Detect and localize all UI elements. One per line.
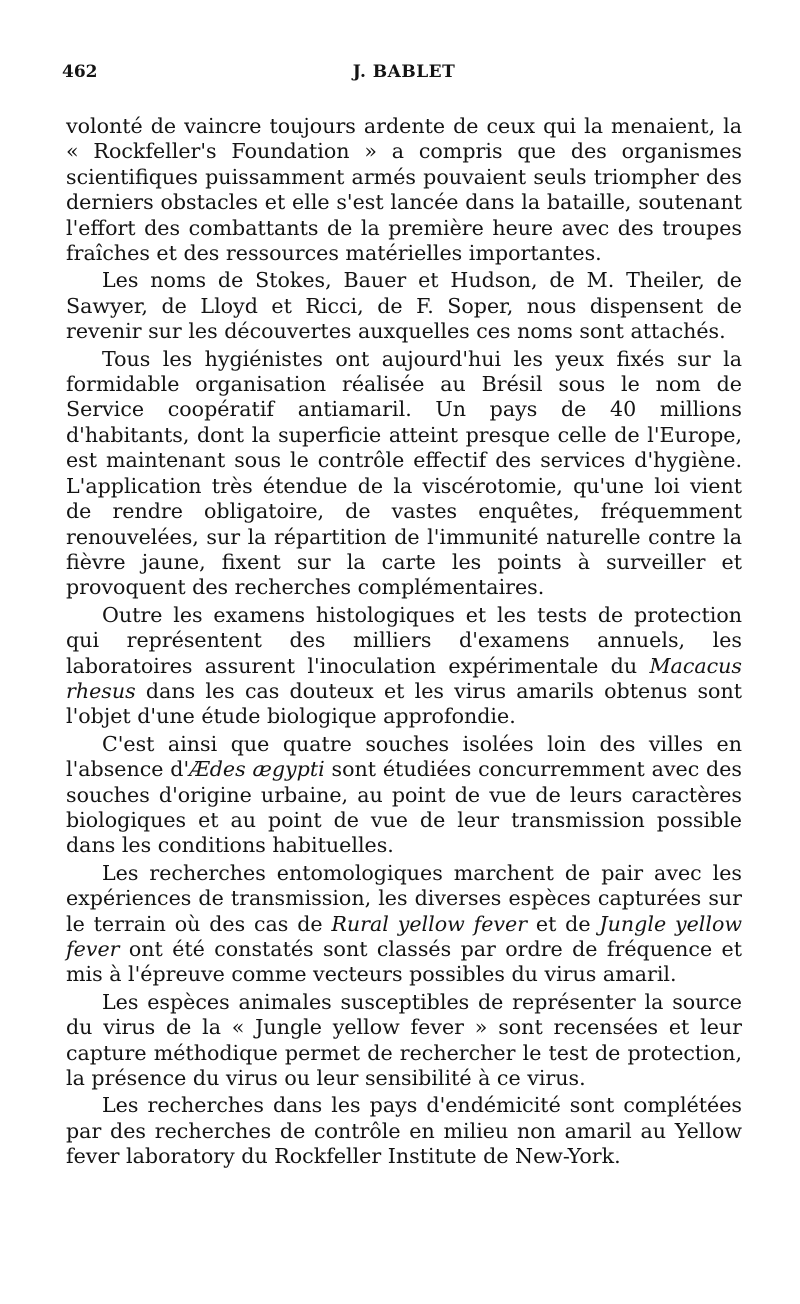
paragraph-7: Les espèces animales susceptibles de représenter la source du virus de la « Jungle yellow fever » sont recensées et leur capture méthodique permet de rechercher le test de protection, la présence du virus ou leur sensibilité à ce virus.	[66, 989, 742, 1091]
paragraph-5-text: C'est ainsi que quatre souches isolées loin des villes en l'absence d'	[66, 731, 742, 782]
paragraph-6-text: Les recherches entomologiques marchent de pair avec les expériences de transmission, les diverses espèces capturées sur le terrain où des cas de	[66, 860, 742, 936]
document-page	[62, 62, 742, 1170]
term-jungle-yellow-fever: Jungle yellow fever	[66, 911, 742, 961]
paragraph-2: Les noms de Stokes, Bauer et Hudson, de M. Theiler, de Sawyer, de Lloyd et Ricci, de F. Soper, nous dispensent de revenir sur les découvertes auxquelles ces noms sont attachés.	[66, 268, 742, 344]
paragraph-1: volonté de vaincre toujours ardente de ceux qui la menaient, la « Rockfeller's Foundation » a compris que des organismes scientifiques puissamment armés pouvaient seuls triompher des derniers obstacles et elle s'est lancée dans la bataille, soutenant l'effort des combattants de la première heure avec des troupes fraîches et des ressources matérielles importantes.	[66, 114, 742, 266]
paragraph-4-text: Outre les examens histologiques et les tests de protection qui représentent des milliers d'examens annuels, les laboratoires assurent l'inoculation expérimentale du	[66, 602, 742, 678]
paragraph-4-text-end: dans les cas douteux et les virus amarils obtenus sont l'objet d'une étude biologique approfondie.	[66, 678, 742, 729]
paragraph-5-text-end: sont étudiées concurremment avec des souches d'origine urbaine, au point de vue de leurs caractères biologiques et au point de vue de leur transmission possible dans les conditions habituelles.	[66, 757, 742, 858]
page-number: 462	[62, 62, 98, 82]
running-head: J. BABLET	[352, 62, 456, 82]
term-rural-yellow-fever: Rural yellow fever	[331, 911, 528, 936]
paragraph-6	[66, 861, 742, 988]
paragraph-6-text-end: ont été constatés sont classés par ordre de fréquence et mis à l'épreuve comme vecteurs possibles du virus amaril.	[66, 937, 742, 987]
paragraph-5	[66, 732, 742, 859]
paragraph-3: Tous les hygiénistes ont aujourd'hui les yeux fixés sur la formidable organisation réalisée au Brésil sous le nom de Service coopératif antiamaril. Un pays de 40 millions d'habitants, dont la superficie atteint presque celle de l'Europe, est maintenant sous le contrôle effectif des services d'hygiène. L'application très étendue de la viscérotomie, qu'une loi vient de rendre obligatoire, de vastes enquêtes, fréquemment renouvelées, sur la répartition de l'immunité naturelle contre la fièvre jaune, fixent sur la carte les points à surveiller et provoquent des recherches complémentaires.	[66, 346, 742, 600]
paragraph-4	[66, 603, 742, 730]
species-name: Ædes ægypti	[189, 757, 325, 782]
paragraph-8: Les recherches dans les pays d'endémicité sont complétées par des recherches de contrôle en milieu non amaril au Yellow fever laboratory du Rockfeller Institute de New-York.	[66, 1093, 742, 1169]
page-header	[62, 62, 742, 92]
species-name: Macacus rhesus	[66, 653, 742, 703]
body-text	[66, 114, 742, 1170]
paragraph-6-text-middle: et de	[527, 911, 600, 936]
